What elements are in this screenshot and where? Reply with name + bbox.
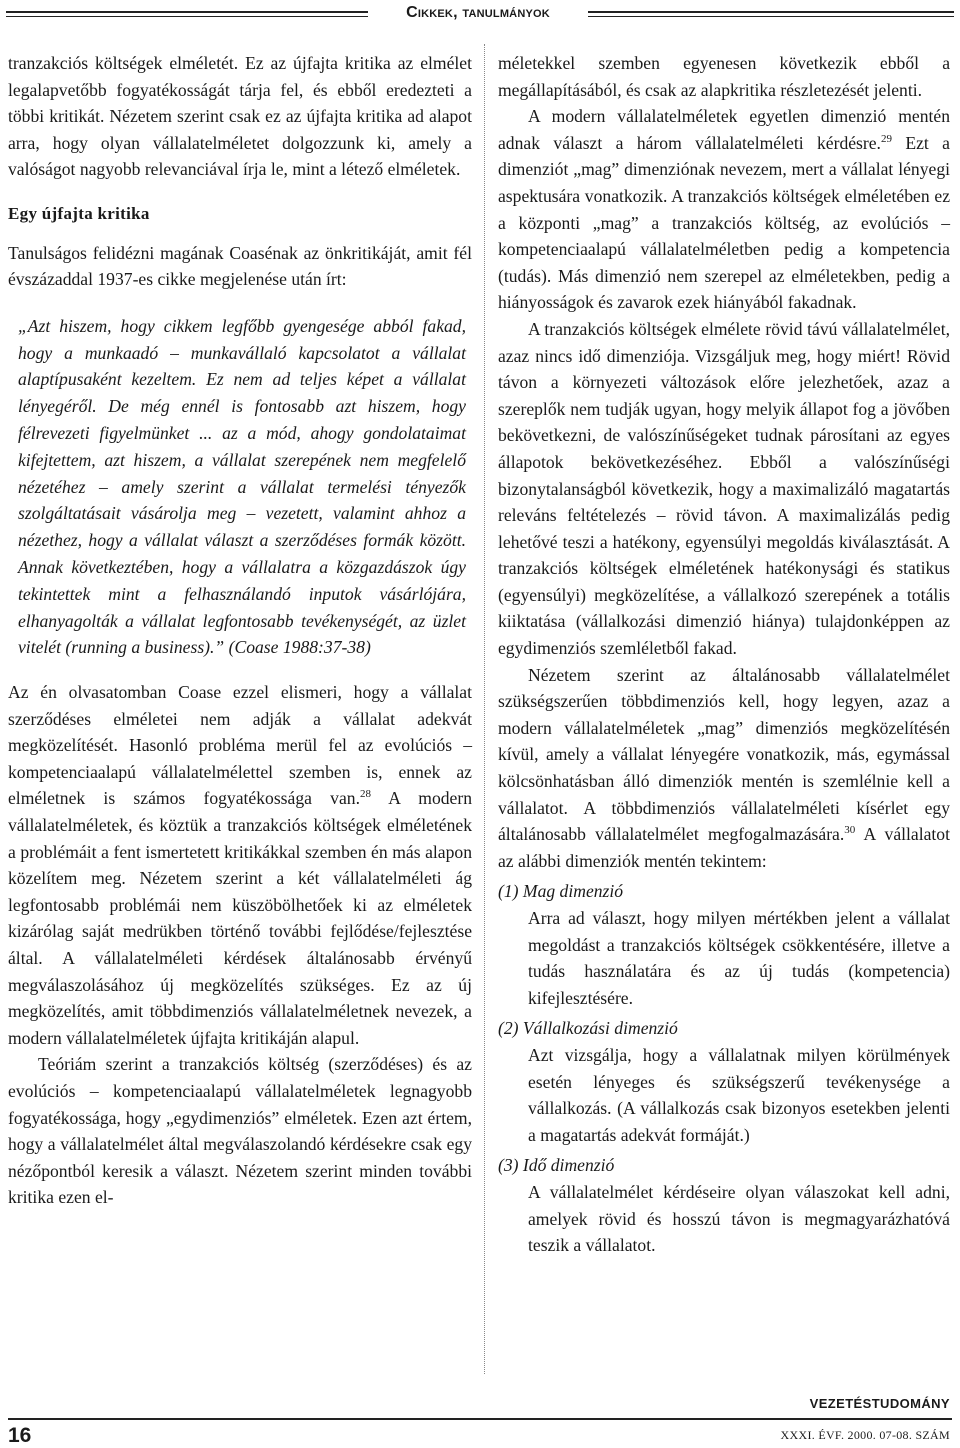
paragraph-text: Ezt a dimenziót „mag” dimenziónak nevezem, mert a vállalat lényegi aspektusára vonatkozik. A tranzakciós költségek elméletében ez a központi „mag” a tranzakciós költség, az evolúciós – kompetenciaalapú vállalatelméletben pedig a kompetencia (tudás). Más dimenzió nem szerepel az elméletekben, pedig a hiányosságok és zavarok ezek hiányából fakadnak. [498, 132, 950, 313]
paragraph [498, 662, 950, 875]
column-divider [484, 44, 485, 1374]
paragraph: méletekkel szemben egyenesen következik ebből a megállapításából, és csak az alapkritika részletezését jelenti. [498, 53, 950, 100]
header-rule-left [6, 11, 368, 17]
dimension-body: Arra ad választ, hogy milyen mértékben jelent a vállalat megoldást a tranzakciós költségek csökkentésére, illetve a tudás használatára és az új tudás (kompetencia) kifejlesztésére. [528, 908, 950, 1008]
footer-rule [8, 1418, 952, 1420]
running-header [0, 6, 960, 26]
paragraph [498, 103, 950, 316]
paragraph: Tanulságos felidézni magának Coasénak az önkritikáját, amit fél évszázaddal 1937-es cikke megjelenése után írt: [8, 242, 472, 290]
footnote-ref: 28 [359, 788, 371, 801]
dimension-title: (3) Idő dimenzió [498, 1155, 615, 1176]
block-quote: „Azt hiszem, hogy cikkem legfőbb gyengesége abból fakad, hogy a munkaadó – munkavállaló kapcsolatot a vállalat alaptípusaként kezeltem. Ez nem ad teljes képet a vállalat lényegéről. De még ennél is fontosabb azt hiszem, hogy félrevezeti figyelmünket ... az a mód, ahogy gondolataimat kifejtettem, azt hiszem, a vállalat szerepének nem megfelelő nézetéhez – amely szerint a vállalat termelési tényezők szolgáltatásait vásárolja meg – vezetett, valamint ahhoz a nézethez, hogy a vállalat választ a szerződéses formák között. Annak következtében, hogy a vállalatra a közgazdászok úgy tekintettek mint a felhasználandó inputok vásárlójára, elhanyagolták a vállalat legfontosabb tevékenységét, az üzlet vitelét (running a business).” (Coase 1988:37-38) [18, 315, 466, 658]
section-heading: Egy újfajta kritika [8, 203, 150, 223]
paragraph-text: Nézetem szerint az általánosabb vállalatelmélet szükségszerűen többdimenziós kell, hogy legyen, azaz a modern vállalatelméletek „mag” dimenziós megközelítésén kívül, amely a vállalat lényegére vonatkozik, más, egymással kölcsönhatásban álló dimenziók mentén is szemlélnie kell a vállalatot. A többdimenziós vállalatelméleti kísérlet egy általánosabb vállalatelmélet megfogalmazására. [498, 664, 950, 845]
page-number: 16 [8, 1424, 32, 1447]
paragraph [8, 679, 472, 1051]
right-column [498, 50, 950, 1259]
paragraph-text: A modern vállalatelméletek, és köztük a tranzakciós költségek elméletének a problémáit a fent ismertetett kritikákkal szemben én más alapon közelítem meg. Nézetem szerint a két vállalatelméleti ág legfontosabb problémái nem küszöbölhetőek ki az elméletek kizárólag saját medrükben történő további fejlődése/fejlesztése által. A vállalatelméleti kérdések általánosabb érvényű megválaszolásához új megközelítés szükséges. Ez az új megközelítés, amit többdimenziós vállalatelméletnek nevezek, a modern vállalatelméletek újfajta kritikáján alapul. [8, 788, 472, 1048]
paragraph: A tranzakciós költségek elmélete rövid távú vállalatelmélet, azaz nincs idő dimenziója. Vizsgáljuk meg, hogy miért! Rövid távon a környezeti változások előre jelezhetőek, azaz a szereplők nem tudják ugyan, hogy melyik állapot fog a jövőben bekövetkezni, de valószínűségeket tudnak párosítani az egyes állapotok bekövetkezéséhez. Ebből a valószínűségi bizonytalanságból következik, hogy a maximalizáló magatartás releváns feltételezés – rövid távon. A maximalizálás pedig lehetővé teszi a hatékony, egyensúlyi megoldás kiválasztását. A tranzakciós költségek elméletének hatékonysági és statikus (egyensúlyi) megközelítése, a vállalkozó szerepének a totális kiiktatása (vállalkozási dimenzió hiánya) tulajdonképpen az egydimenziós szemléletből fakad. [498, 318, 950, 659]
footnote-ref: 30 [844, 824, 856, 837]
paragraph: Teóriám szerint a tranzakciós költség (szerződéses) és az evolúciós – kompetenciaalapú vállalatelméletek legnagyobb fogyatékossága, hogy „egydimenziós” elméletek. Ezen azt értem, hogy a vállalatelmélet által megválaszolandó kérdésekre csak egy nézőpontból keresik a választ. Nézetem szerint minden további kritika ezen el- [8, 1054, 472, 1208]
running-title: Cikkek, tanulmányok [406, 4, 550, 21]
footnote-ref: 29 [880, 132, 892, 145]
left-column [8, 50, 472, 1211]
issue-info: XXXI. ÉVF. 2000. 07-08. SZÁM [780, 1428, 950, 1442]
dimension-title: (1) Mag dimenzió [498, 881, 624, 902]
dimension-body: A vállalatelmélet kérdéseire olyan válaszokat kell adni, amelyek rövid és hosszú távon is megmagyarázhatóvá teszik a vállalatot. [528, 1181, 950, 1256]
journal-name: VEZETÉSTUDOMÁNY [809, 1396, 950, 1411]
paragraph: tranzakciós költségek elméletét. Ez az újfajta kritika az elmélet legalapvetőbb fogyatékosságát tárja fel, és ebből eredezteti a többi kritikát. Nézetem szerint csak ez az újfajta kritika ad alapot arra, hogy olyan vállalatelméletet dolgozzunk ki, amely a valóságot nagyobb relevanciával írja le, mint a létező elméletek. [8, 53, 472, 180]
dimension-body: Azt vizsgálja, hogy a vállalatnak milyen körülmények esetén lényeges és szükségszerű tevékenysége a vállalkozás. (A vállalkozás csak bizonyos esetekben jelenti a magatartás adekvát formáját.) [528, 1044, 950, 1145]
header-rule-right [588, 11, 954, 17]
paragraph-text: Az én olvasatomban Coase ezzel elismeri, hogy a vállalat szerződéses elméletei nem adják a vállalat adekvát megközelítését. Hasonló probléma merül fel az evolúciós – kompetenciaalapú vállalatelmélettel szemben is, ennek az elméletnek is számos fogyatékossága van. [8, 682, 472, 809]
paragraph-text: A modern vállalatelméletek egyetlen dimenzió mentén adnak választ a három vállalatelméleti kérdésre. [498, 106, 950, 153]
paragraph-text: A vállalatot az alábbi dimenziók mentén tekintem: [498, 824, 950, 871]
dimension-title: (2) Vállalkozási dimenzió [498, 1018, 678, 1039]
